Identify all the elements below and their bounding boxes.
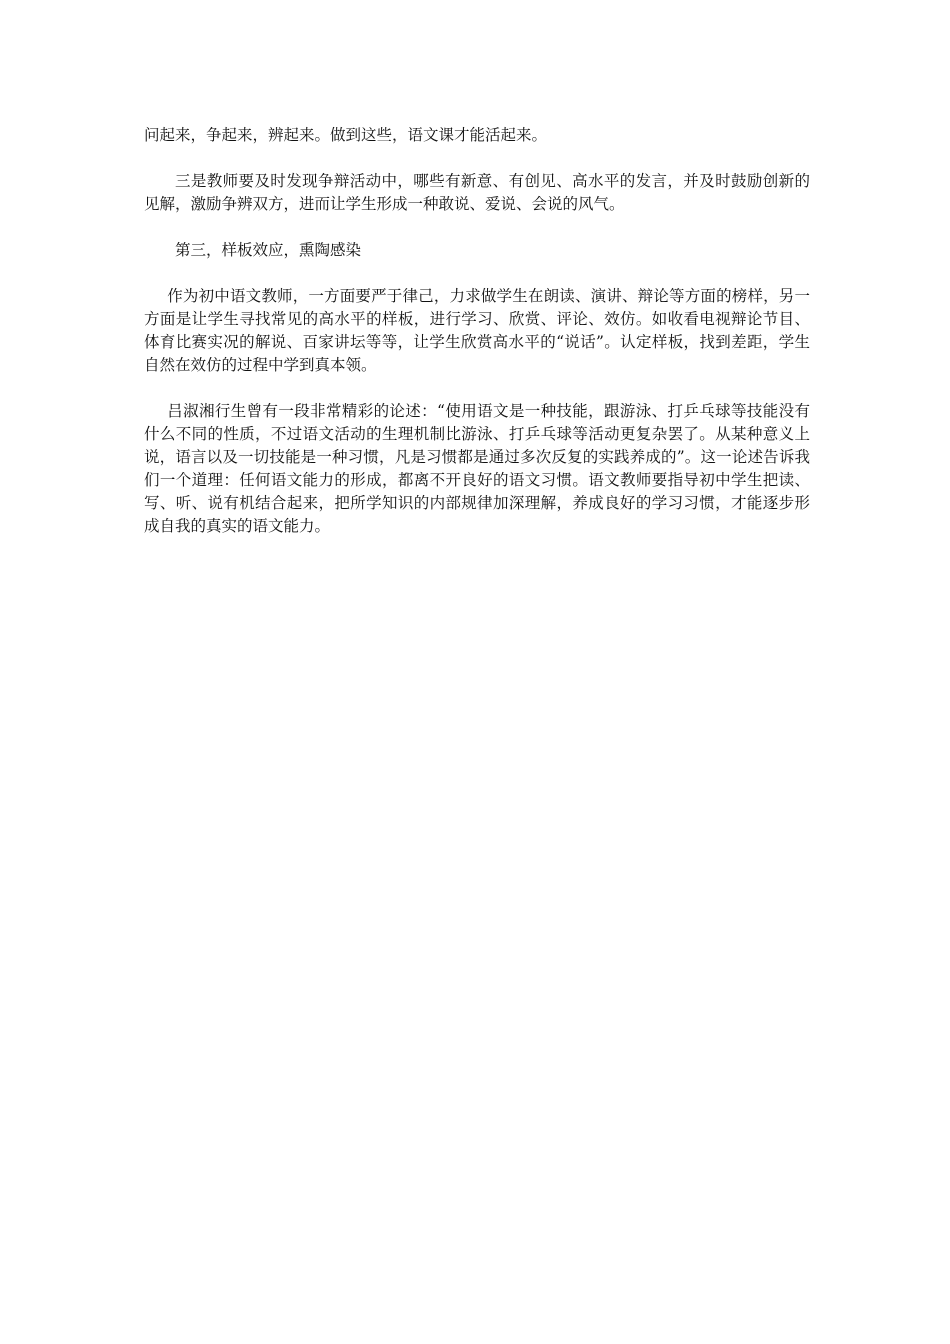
document-body: [144, 124, 810, 561]
paragraph-teacher-role-model: 作为初中语文教师，一方面要严于律己，力求做学生在朗读、演讲、辩论等方面的榜样，另一方面是让学生寻找常见的高水平的样板，进行学习、欣赏、评论、效仿。如收看电视辩论节目、体育比赛实况的解说、百家讲坛等等，让学生欣赏高水平的“说话”。认定样板，找到差距，学生自然在效仿的过程中学到真本领。: [144, 287, 810, 374]
paragraph-continuation: 问起来，争起来，辨起来。做到这些，语文课才能活起来。: [144, 126, 548, 144]
paragraph-debate-point-three: 三是教师要及时发现争辩活动中，哪些有新意、有创见、高水平的发言，并及时鼓励创新的见解，激励争辨双方，进而让学生形成一种敢说、爱说、会说的风气。: [144, 172, 810, 213]
section-heading-third: 第三，样板效应，熏陶感染: [175, 241, 362, 259]
paragraph-quotation-language-habit: 吕淑湘行生曾有一段非常精彩的论述：“使用语文是一种技能，跟游泳、打乒乓球等技能没有什么不同的性质，不过语文活动的生理机制比游泳、打乒乓球等活动更复杂罢了。从某种意义上说，语言以及一切技能是一种习惯，凡是习惯都是通过多次反复的实践养成的”。这一论述告诉我们一个道理：任何语文能力的形成，都离不开良好的语文习惯。语文教师要指导初中学生把读、写、听、说有机结合起来，把所学知识的内部规律加深理解，养成良好的学习习惯，才能逐步形成自我的真实的语文能力。: [144, 402, 810, 535]
